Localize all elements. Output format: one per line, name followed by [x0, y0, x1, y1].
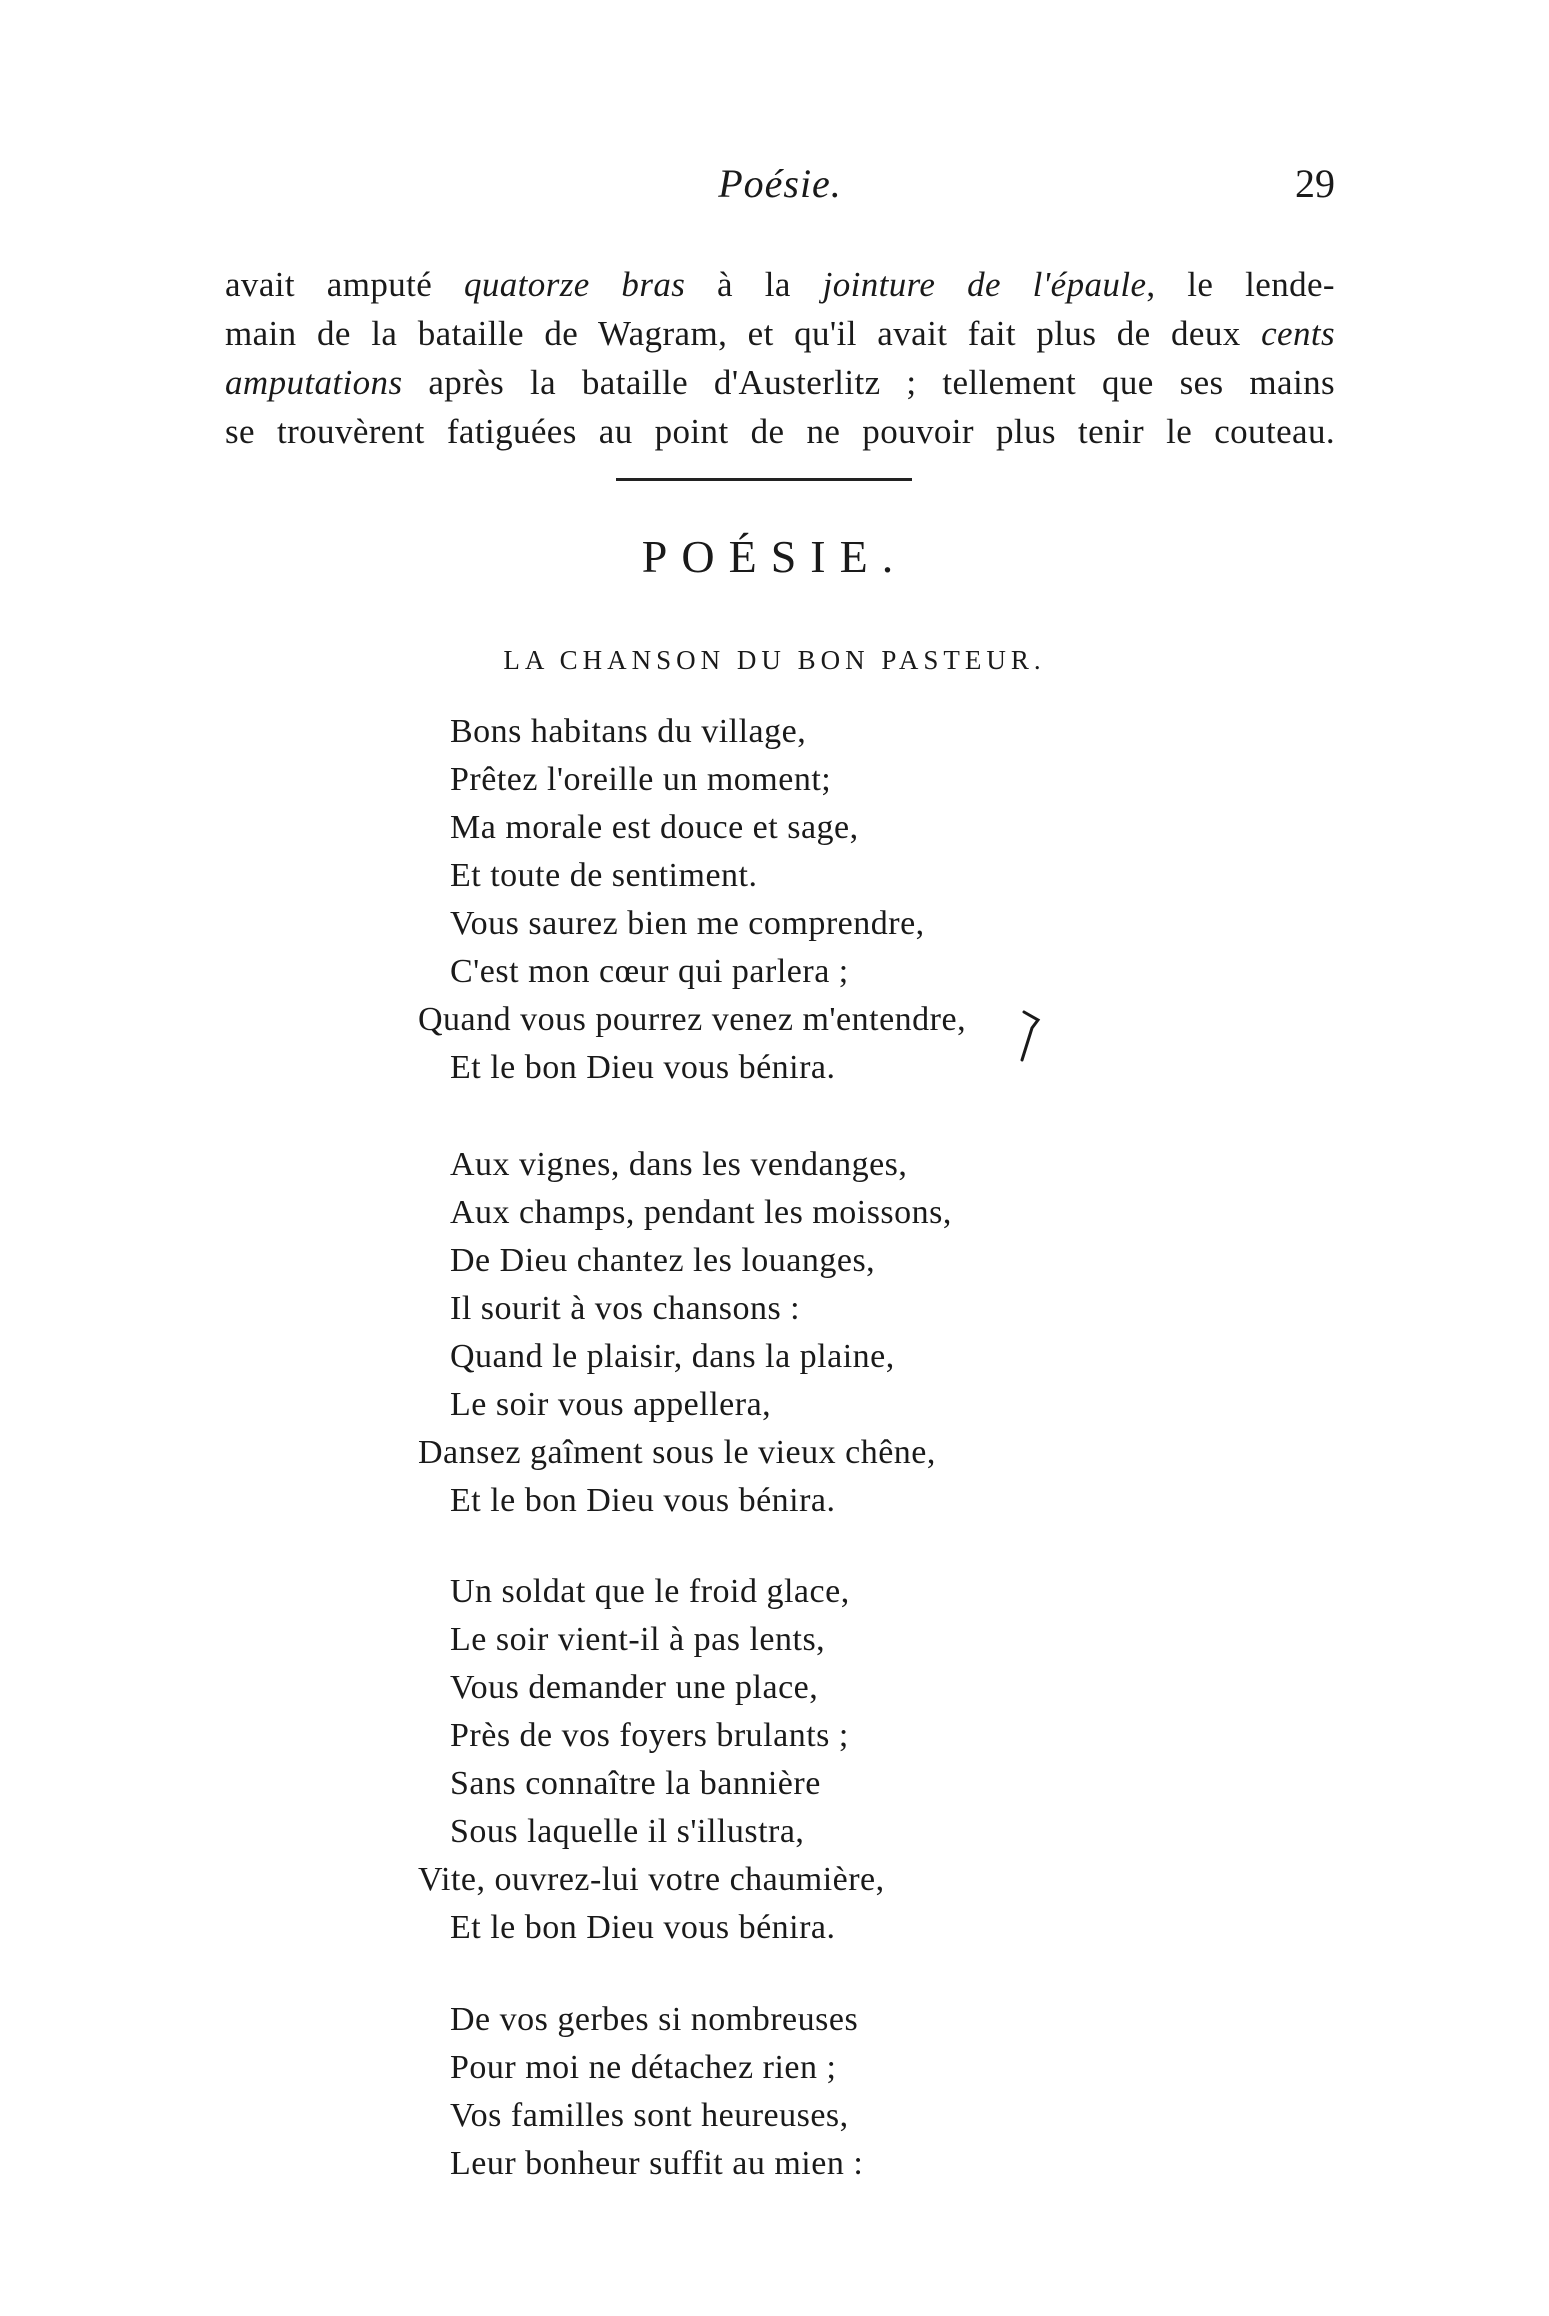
prose-text: après la bataille d'Austerlitz ; tellement que ses mains: [402, 363, 1335, 402]
verse-line: C'est mon cœur qui parlera ;: [450, 953, 849, 990]
verse-line: Vite, ouvrez-lui votre chaumière,: [418, 1861, 885, 1898]
verse-line: Vos familles sont heureuses,: [450, 2097, 849, 2134]
prose-emphasis: cents: [1261, 314, 1335, 353]
prose-text: main de la bataille de Wagram, et qu'il avait fait plus de deux: [225, 314, 1262, 353]
verse-line: Prêtez l'oreille un moment;: [450, 761, 832, 798]
prose-text: , le lende-: [1146, 265, 1335, 304]
prose-emphasis: amputations: [225, 363, 403, 402]
verse-line: Aux vignes, dans les vendanges,: [450, 1146, 908, 1183]
verse-line: Sous laquelle il s'illustra,: [450, 1813, 805, 1850]
song-title: LA CHANSON DU BON PASTEUR.: [503, 645, 1046, 675]
verse-line: Quand vous pourrez venez m'entendre,: [418, 1001, 967, 1038]
verse-line: Et le bon Dieu vous bénira.: [450, 1482, 836, 1519]
verse-line: Quand le plaisir, dans la plaine,: [450, 1338, 895, 1375]
verse-line: De vos gerbes si nombreuses: [450, 2001, 859, 2038]
verse-line: Et toute de sentiment.: [450, 857, 758, 894]
section-title: POÉSIE.: [641, 531, 908, 582]
verse-line: Ma morale est douce et sage,: [450, 809, 859, 846]
verse-line: Aux champs, pendant les moissons,: [450, 1194, 952, 1231]
verse-line: Un soldat que le froid glace,: [450, 1573, 850, 1610]
verse-line: Pour moi ne détachez rien ;: [450, 2049, 837, 2086]
prose-line: [225, 358, 1335, 407]
verse-line: Vous demander une place,: [450, 1669, 819, 1706]
page-number: 29: [1295, 161, 1335, 206]
verse-line: Et le bon Dieu vous bénira.: [450, 1049, 836, 1086]
prose-line: [225, 260, 1335, 309]
prose-emphasis: jointure de l'épaule: [822, 265, 1147, 304]
verse-line: Dansez gaîment sous le vieux chêne,: [418, 1434, 936, 1471]
verse-line: Il sourit à vos chansons :: [450, 1290, 801, 1327]
prose-paragraph: [225, 260, 1335, 456]
verse-line: Sans connaître la bannière: [450, 1765, 821, 1802]
handwritten-correction-mark: [1010, 1008, 1050, 1068]
verse-line: Près de vos foyers brulants ;: [450, 1717, 849, 1754]
verse-line: Le soir vous appellera,: [450, 1386, 772, 1423]
prose-text: à la: [685, 265, 823, 304]
verse-line: Bons habitans du village,: [450, 713, 807, 750]
running-head-title: Poésie.: [718, 161, 842, 206]
prose-emphasis: quatorze bras: [463, 265, 686, 304]
verse-line: Le soir vient-il à pas lents,: [450, 1621, 826, 1658]
section-divider: [616, 478, 912, 481]
verse-line: Et le bon Dieu vous bénira.: [450, 1909, 836, 1946]
prose-text: avait amputé: [225, 265, 464, 304]
prose-line: [225, 309, 1335, 358]
prose-line: se trouvèrent fatiguées au point de ne pouvoir plus tenir le couteau.: [225, 412, 1335, 451]
verse-line: Leur bonheur suffit au mien :: [450, 2145, 864, 2182]
running-head: [225, 160, 1335, 220]
verse-line: De Dieu chantez les louanges,: [450, 1242, 876, 1279]
verse-line: Vous saurez bien me comprendre,: [450, 905, 925, 942]
